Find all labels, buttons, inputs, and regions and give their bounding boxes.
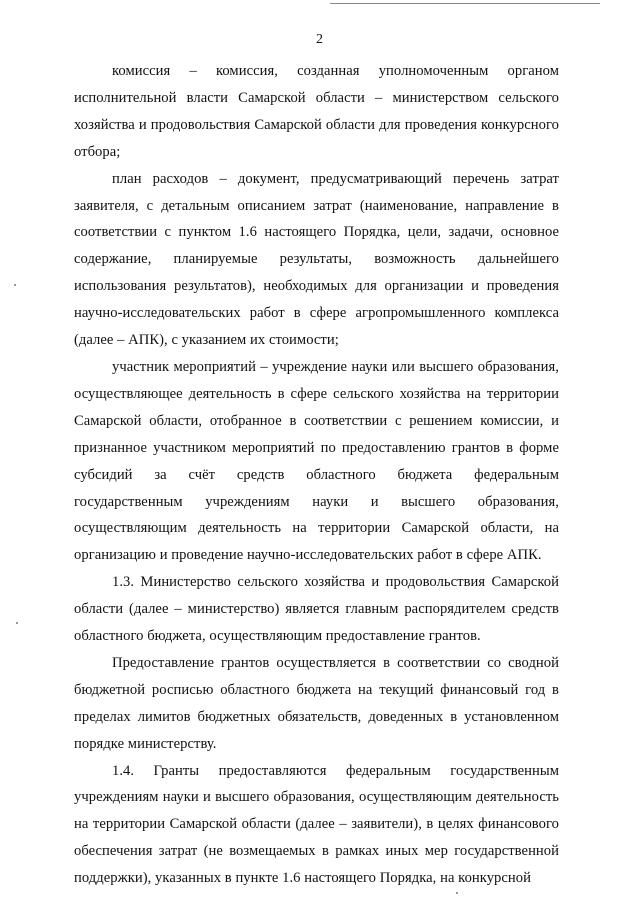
paragraph-grant-provision: Предоставление грантов осуществляется в соответствии со сводной бюджетной росписью областного бюджета на текущий финансовый год в пределах лимитов бюджетных обязательств, доведенных в установленном порядке министерству. xyxy=(74,654,559,752)
scan-speck xyxy=(456,892,458,894)
top-edge-line xyxy=(330,3,600,4)
scan-speck xyxy=(16,622,18,624)
paragraph-clause-1-4: 1.4. Гранты предоставляются федеральным государственным учреждениям науки и высшего образования, осуществляющим деятельность на территории Самарской области (далее – заявители), в целях финансового обеспечения затрат (не возмещаемых в рамках иных мер государственной поддержки), указанных в пункте 1.6 настоящего Порядка, на конкурсной xyxy=(74,762,559,887)
scan-speck xyxy=(14,284,16,286)
paragraph-clause-1-3: 1.3. Министерство сельского хозяйства и продовольствия Самарской области (далее – министерство) является главным распорядителем средств областного бюджета, осуществляющим предоставление грантов. xyxy=(74,574,559,645)
paragraph-definition-commission: комиссия – комиссия, созданная уполномоченным органом исполнительной власти Самарской области – министерством сельского хозяйства и продовольствия Самарской области для проведения конкурсного отбора; xyxy=(74,63,559,160)
paragraph-definition-participant: участник мероприятий – учреждение науки или высшего образования, осуществляющее деятельность в сфере сельского хозяйства на территории Самарской области, отобранное в соответствии с решением комиссии, и признанное участником мероприятий по предоставлению грантов в форме субсидий за счёт средств областного бюджета федеральным государственным учреждениям науки и высшего образования, осуществляющим деятельность на территории Самарской области, на организацию и проведение научно-исследовательских работ в сфере АПК. xyxy=(74,358,559,564)
document-body xyxy=(74,58,559,892)
page-number: 2 xyxy=(316,32,323,47)
paragraph-definition-expense-plan: план расходов – документ, предусматривающий перечень затрат заявителя, с детальным описанием затрат (наименование, направление в соответствии с пунктом 1.6 настоящего Порядка, цели, задачи, основное содержание, планируемые результаты, возможность дальнейшего использования результатов), необходимых для организации и проведения научно-исследовательских работ в сфере агропромышленного комплекса (далее – АПК), с указанием их стоимости; xyxy=(74,170,559,349)
